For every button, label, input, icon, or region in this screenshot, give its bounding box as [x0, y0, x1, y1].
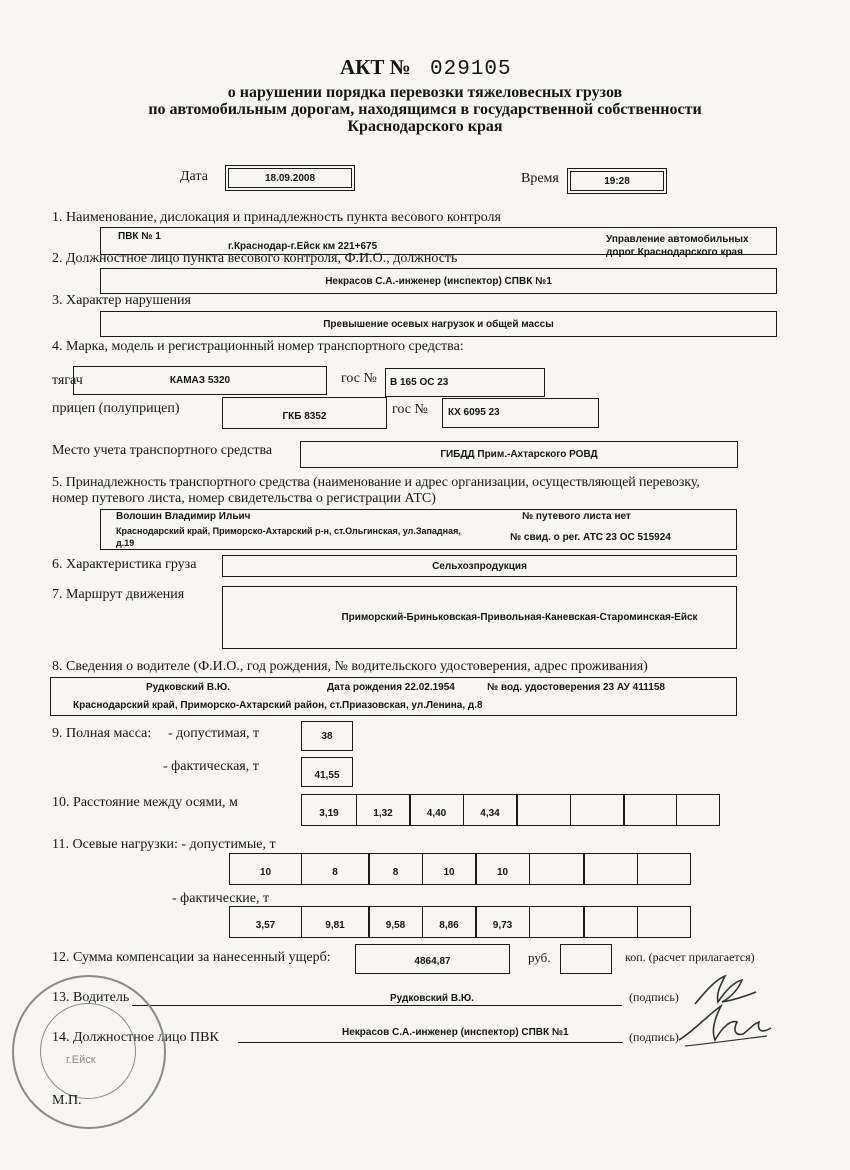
kopeck-label: коп. (расчет прилагается)	[625, 950, 755, 964]
tractor-model: КАМАЗ 5320	[169, 375, 231, 386]
time-value: 19:28	[604, 175, 630, 187]
registration-cert: № свид. о рег. АТС 23 ОС 515924	[510, 532, 671, 543]
section-1-label: 1. Наименование, дислокация и принадлежность пункта весового контроля	[52, 210, 501, 225]
driver-birth: Дата рождения 22.02.1954	[327, 682, 455, 693]
section-12-label: 12. Сумма компенсации за нанесенный ущерб:	[52, 950, 331, 965]
vehicle-owner-address-2: д.19	[116, 538, 135, 548]
axle-distance-cell	[301, 794, 357, 826]
section-5-label-2: номер путевого листа, номер свидетельства о регистрации АТС)	[52, 491, 436, 506]
allowed-mass-value: 38	[321, 730, 333, 742]
checkpoint-owner-2: дорог Краснодарского края	[606, 247, 743, 258]
inspector-sign-label: (подпись)	[629, 1030, 679, 1044]
inspector-signature-icon	[675, 1000, 775, 1055]
trailer-label: прицеп (полуприцеп)	[52, 401, 180, 416]
axle-load-allowed-value: 8	[392, 866, 399, 878]
axle-distance-cell	[570, 794, 625, 826]
axle-load-allowed-cell	[422, 853, 477, 885]
inspector-value: Некрасов С.А.-инженер (инспектор) СПВК №1	[325, 275, 552, 287]
axle-load-actual-value: 3,57	[255, 919, 276, 931]
driver-address: Краснодарский край, Приморско-Ахтарский район, ст.Приазовская, ул.Ленина, д.8	[73, 700, 483, 711]
axle-load-actual-cell	[422, 906, 477, 938]
stamp-place-label: М.П.	[52, 1093, 82, 1108]
actual-mass-box	[301, 757, 353, 787]
driver-sign-label: (подпись)	[629, 990, 679, 1004]
act-number: 029105	[430, 58, 512, 81]
axle-load-actual-cell	[229, 906, 302, 938]
axle-distance-value: 4,34	[480, 807, 500, 819]
section-8-label: 8. Сведения о водителе (Ф.И.О., год рождения, № водительского удостоверения, адрес проживания)	[52, 659, 648, 674]
axle-distance-value: 4,40	[426, 807, 447, 819]
axle-distance-cell	[516, 794, 571, 826]
axle-load-actual-cell	[637, 906, 691, 938]
section-2-label: 2. Должностное лицо пункта весового контроля, Ф.И.О., должность	[52, 251, 458, 266]
inspector-signature-name: Некрасов С.А.-инженер (инспектор) СПВК №1	[342, 1027, 569, 1038]
date-value: 18.09.2008	[264, 172, 316, 184]
axle-load-actual-value: 9,58	[385, 919, 406, 931]
axle-load-allowed-cell	[229, 853, 302, 885]
axle-load-allowed-value: 10	[496, 866, 509, 878]
axle-load-allowed-cell	[368, 853, 423, 885]
actual-mass-value: 41,55	[314, 769, 340, 781]
violation-value: Превышение осевых нагрузок и общей массы	[323, 318, 554, 330]
axle-load-actual-value: 9,73	[492, 919, 513, 931]
axle-distance-value: 1,32	[373, 807, 393, 819]
tractor-reg: В 165 ОС 23	[390, 377, 449, 388]
kopeck-box	[560, 944, 612, 974]
axle-distance-value: 3,19	[319, 807, 339, 819]
trailer-reg: КХ 6095 23	[448, 407, 500, 418]
axle-distance-cell	[676, 794, 720, 826]
axle-distance-cell	[409, 794, 464, 826]
time-box	[567, 168, 667, 194]
driver-signature-line	[132, 1005, 622, 1006]
cargo-box	[222, 555, 737, 577]
compensation-box	[355, 944, 510, 974]
driver-signature-name: Рудковский В.Ю.	[390, 993, 474, 1004]
axle-load-allowed-cell	[583, 853, 638, 885]
axle-load-actual-value: 9,81	[325, 919, 345, 931]
axle-load-actual-cell	[583, 906, 638, 938]
compensation-value: 4864,87	[414, 955, 451, 967]
actual-loads-label: - фактические, т	[172, 891, 270, 906]
stamp-city: г.Ейск	[66, 1054, 96, 1066]
cargo-value: Сельхозпродукция	[432, 560, 527, 572]
axle-load-allowed-cell	[637, 853, 691, 885]
currency-label: руб.	[528, 950, 551, 965]
registration-place-box	[300, 441, 738, 468]
allowed-mass-label: - допустимая, т	[168, 726, 260, 741]
registration-place-label: Место учета транспортного средства	[52, 443, 273, 458]
section-5-label-1: 5. Принадлежность транспортного средства (наименование и адрес организации, осуществляющей перевозку,	[52, 475, 700, 490]
section-9-label: 9. Полная масса:	[52, 726, 152, 741]
act-subtitle-2: по автомобильным дорогам, находящимся в государственной собственности	[148, 101, 702, 118]
axle-load-actual-cell	[301, 906, 370, 938]
act-label: АКТ №	[340, 55, 411, 79]
section-10-label: 10. Расстояние между осями, м	[52, 795, 238, 810]
trailer-model: ГКБ 8352	[282, 410, 327, 422]
route-value: Приморский-Бриньковская-Привольная-Каневская-Староминская-Ейск	[341, 612, 698, 623]
axle-load-allowed-cell	[475, 853, 530, 885]
checkpoint-name: ПВК № 1	[118, 231, 161, 242]
axle-distance-cell	[463, 794, 518, 826]
act-title	[340, 55, 512, 81]
section-4-label: 4. Марка, модель и регистрационный номер транспортного средства:	[52, 339, 464, 354]
waybill-number: № путевого листа нет	[522, 511, 631, 522]
trailer-model-box	[222, 397, 387, 429]
allowed-mass-box	[301, 721, 353, 751]
official-stamp-inner	[40, 1003, 136, 1099]
driver-name: Рудковский В.Ю.	[146, 682, 230, 693]
checkpoint-owner-1: Управление автомобильных	[606, 234, 749, 245]
registration-place: ГИБДД Прим.-Ахтарского РОВД	[440, 449, 598, 460]
date-box	[225, 165, 355, 191]
axle-load-actual-value: 8,86	[439, 919, 459, 931]
section-7-label: 7. Маршрут движения	[52, 587, 185, 602]
route-box	[222, 586, 737, 649]
section-13-label: 13. Водитель	[52, 990, 130, 1005]
act-subtitle-3: Краснодарского края	[347, 118, 503, 135]
act-subtitle-1: о нарушении порядка перевозки тяжеловесных грузов	[227, 84, 623, 101]
time-label: Время	[521, 171, 559, 186]
section-11-label: 11. Осевые нагрузки: - допустимые, т	[52, 837, 276, 852]
axle-load-allowed-value: 10	[259, 866, 272, 878]
vehicle-owner: Волошин Владимир Ильич	[116, 511, 251, 522]
section-2-box	[100, 268, 777, 294]
section-14-label: 14. Должностное лицо ПВК	[52, 1030, 219, 1045]
axle-load-allowed-value: 10	[443, 866, 455, 878]
axle-load-allowed-cell	[529, 853, 585, 885]
axle-distance-cell	[623, 794, 677, 826]
driver-license: № вод. удостоверения 23 АУ 411158	[487, 682, 665, 693]
axle-load-actual-cell	[475, 906, 530, 938]
section-6-label: 6. Характеристика груза	[52, 557, 197, 572]
section-3-box	[100, 311, 777, 337]
actual-mass-label: - фактическая, т	[163, 759, 259, 774]
section-3-label: 3. Характер нарушения	[52, 293, 191, 308]
axle-distance-cell	[356, 794, 411, 826]
tractor-reg-label: гос №	[341, 371, 377, 386]
axle-load-allowed-cell	[301, 853, 370, 885]
checkpoint-location: г.Краснодар-г.Ейск км 221+675	[228, 241, 378, 252]
trailer-reg-label: гос №	[392, 402, 428, 417]
tractor-label: тягач	[52, 373, 83, 388]
axle-load-actual-cell	[529, 906, 585, 938]
tractor-model-box	[73, 366, 327, 395]
vehicle-owner-address-1: Краснодарский край, Приморско-Ахтарский р-н, ст.Ольгинская, ул.Западная,	[116, 526, 461, 536]
date-label: Дата	[180, 169, 208, 184]
axle-load-actual-cell	[368, 906, 423, 938]
inspector-signature-line	[238, 1042, 623, 1043]
axle-load-allowed-value: 8	[332, 866, 338, 878]
